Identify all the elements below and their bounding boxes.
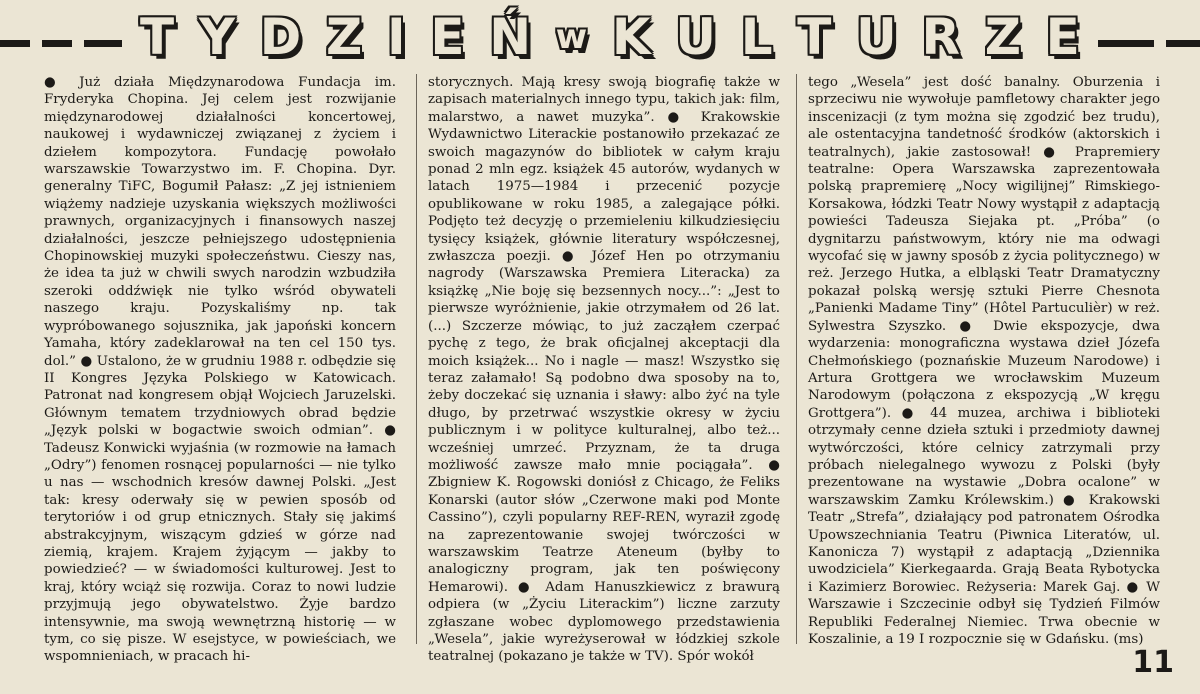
masthead [0,6,1200,68]
column-right-text: tego „Wesela” jest dość banalny. Oburzenia i sprzeciwu nie wywołuje pamfletowy charakter jego inscenizacji (z tym można się zgodzić bez trudu), ale ostentacyjna tandetność środków (aktorskich i teatralnych), jakie zastosował! ● Prapremiery teatralne: Opera Warszawska zaprezentowała polską prapremierę „Nocy wigilijnej” Rimskiego-Korsakowa, łódzki Teatr Nowy wystąpił z adaptacją powieści Tadeusza Siejaka pt. „Próba” (o dygnitarzu państwowym, który nie ma odwagi wycofać się w jawny sposób z życia politycznego) w reż. Jerzego Hutka, a elbląski Teatr Dramatyczny pokazał polską wersję sztuki Pierre Chesnota „Panienki Madame Tiny” (Hôtel Partuculièr) w reż. Sylwestra Szyszko. ● Dwie ekspozycje, dwa wydarzenia: monograficzna wystawa dzieł Józefa Chełmońskiego (poznańskie Muzeum Narodowe) i Artura Grottgera we wrocławskim Muzeum Narodowym (połączona z ekspozycją „W kręgu Grottgera”). ● 44 muzea, archiwa i biblioteki otrzymały cenne dzieła sztuki i przedmioty dawnej wytwórczości, które celnicy zatrzymali przy próbach nielegalnego wywozu z Polski (były prezentowane na wystawie „Dobra ocalone” w warszawskim Zamku Królewskim.) ● Krakowski Teatr „Strefa”, działający pod patronatem Ośrodka Upowszechniania Teatru (Piwnica Literatów, ul. Kanonicza 7) wystąpił z adaptacją „Dziennika uwodziciela” Kierkegaarda. Grają Beata Rybotycka i Kazimierz Borowiec. Reżyseria: Marek Gaj. ● W Warszawie i Szczecinie odbył się Tydzień Filmów Republiki Federalnej Niemiec. Trwa obecnie w Koszalinie, a 19 I rozpocznie się w Gdańsku. (ms) [808,75,1160,647]
masthead-dash [84,40,122,47]
article-columns [44,74,1164,665]
title-letter: w [555,17,588,57]
column-middle [428,74,780,665]
title-letter: T [797,8,832,66]
column-left-text: ● Już działa Międzynarodowa Fundacja im. Fryderyka Chopina. Jej celem jest rozwijanie międzynarodowej działalności koncertowej, naukowej i wydawniczej związanej z życiem i dziełem kompozytora. Fundację powołało warszawskie Towarzystwo im. F. Chopina. Dyr. generalny TiFC, Bogumił Pałasz: „Z jej istnieniem wiążemy nadzieje uzyskania większych możliwości prawnych, organizacyjnych i finansowych naszej działalności, jeszcze pełniejszego udostępnienia Chopinowskiej muzyki społeczeństwu. Cieszy nas, że idea ta już w chwili swych narodzin wzbudziła szeroki oddźwięk nie tylko wśród obywateli naszego kraju. Pozyskaliśmy np. tak wypróbowanego sojusznika, jak japoński koncern Yamaha, który zadeklarował na ten cel 150 tys. dol.” ● Ustalono, że w grudniu 1988 r. odbędzie się II Kongres Języka Polskiego w Katowicach. Patronat nad kongresem objął Wojciech Jaruzelski. Głównym tematem trzydniowych obrad będzie „Język polski w bogactwie swoich odmian”. ● Tadeusz Konwicki wyjaśnia (w rozmowie na łamach „Odry”) fenomen rosnącej popularności — nie tylko u nas — wschodnich kresów dawnej Polski. „Jest tak: kresy oderwały się w pewien sposób od terytoriów i od grup etnicznych. Stały się jakimś abstrakcyjnym, wiszącym gdzieś w górze nad ziemią, krajem. Krajem żyjącym — jakby to powiedzieć? — w świadomości kulturowej. Jest to kraj, który wciąż się rozwija. Coraz to nowi ludzie przyjmują jego obywatelstwo. Żyje bardzo intensywnie, ma swoją wewnętrzną historię — w tym, co się pisze. W esejstyce, w powieściach, we wspomnieniach, w pracach hi- [44,75,396,665]
title-letter: K [611,8,651,66]
column-middle-text: storycznych. Mają kresy swoją biografię także w zapisach materialnych innego typu, takich jak: film, malarstwo, a nawet muzyka”. ● Krakowskie Wydawnictwo Literackie postanowiło przekazać ze swoich magazynów do bibliotek w całym kraju ponad 2 mln egz. książek 45 autorów, wydanych w latach 1975—1984 i przecenić pozycje opublikowane w roku 1985, a zalegające półki. Podjęto też decyzję o przemieleniu kilkudziesięciu tysięcy książek, głównie literatury współczesnej, zwłaszcza poezji. ● Józef Hen po otrzymaniu nagrody (Warszawska Premiera Literacka) za książkę „Nie boję się bezsennych nocy...”: „Jest to pierwsze wyróżnienie, jakie otrzymałem od 26 lat. (...) Szczerze mówiąc, to już zacząłem czerpać pychę z tego, że brak oficjalnej akceptacji dla moich książek... No i nagle — masz! Wszystko się teraz załamało! Są podobno dwa sposoby na to, żeby doczekać się uznania i sławy: albo żyć na tyle długo, by przetrwać wszystkie okresy w życiu publicznym i w polityce kulturalnej, albo też... wcześniej umrzeć. Przyznam, że ta druga możliwość zawsze mało mnie pociągała”. ● Zbigniew K. Rogowski doniósł z Chicago, że Feliks Konarski (autor słów „Czerwone maki pod Monte Cassino”), czyli popularny REF-REN, wyraził zgodę na zaprezentowanie swojej twórczości w warszawskim Teatrze Ateneum (byłby to analogiczny program, jak ten poświęcony Hemarowi). ● Adam Hanuszkiewicz z brawurą odpiera (w „Życiu Literackim”) liczne zarzuty zgłaszane wobec dyplomowego przedstawienia „Wesela”, jakie wyreżyserował w łódzkiej szkole teatralnej (pokazano je także w TV). Spór wokół [428,75,780,665]
column-divider [416,74,417,644]
masthead-dash [1166,40,1200,47]
title-letter: E [430,8,465,66]
title-letter: I [386,8,406,66]
column-left [44,74,396,665]
section-title [140,6,1080,68]
title-letter: Ń [489,8,532,66]
masthead-dash [42,40,72,47]
column-right [808,74,1160,647]
page-number: 11 [1132,645,1174,680]
masthead-dash [1098,40,1154,47]
title-letter: Z [984,8,1021,66]
masthead-dash [0,40,30,47]
column-divider [796,74,797,644]
title-letter: U [856,8,897,66]
title-letter: R [921,8,960,66]
title-letter: L [740,8,773,66]
title-letter: D [259,8,302,66]
title-letter: T [140,8,175,66]
title-letter: Y [198,8,236,66]
title-letter: Z [326,8,363,66]
title-letter: U [675,8,716,66]
title-letter: E [1045,8,1080,66]
